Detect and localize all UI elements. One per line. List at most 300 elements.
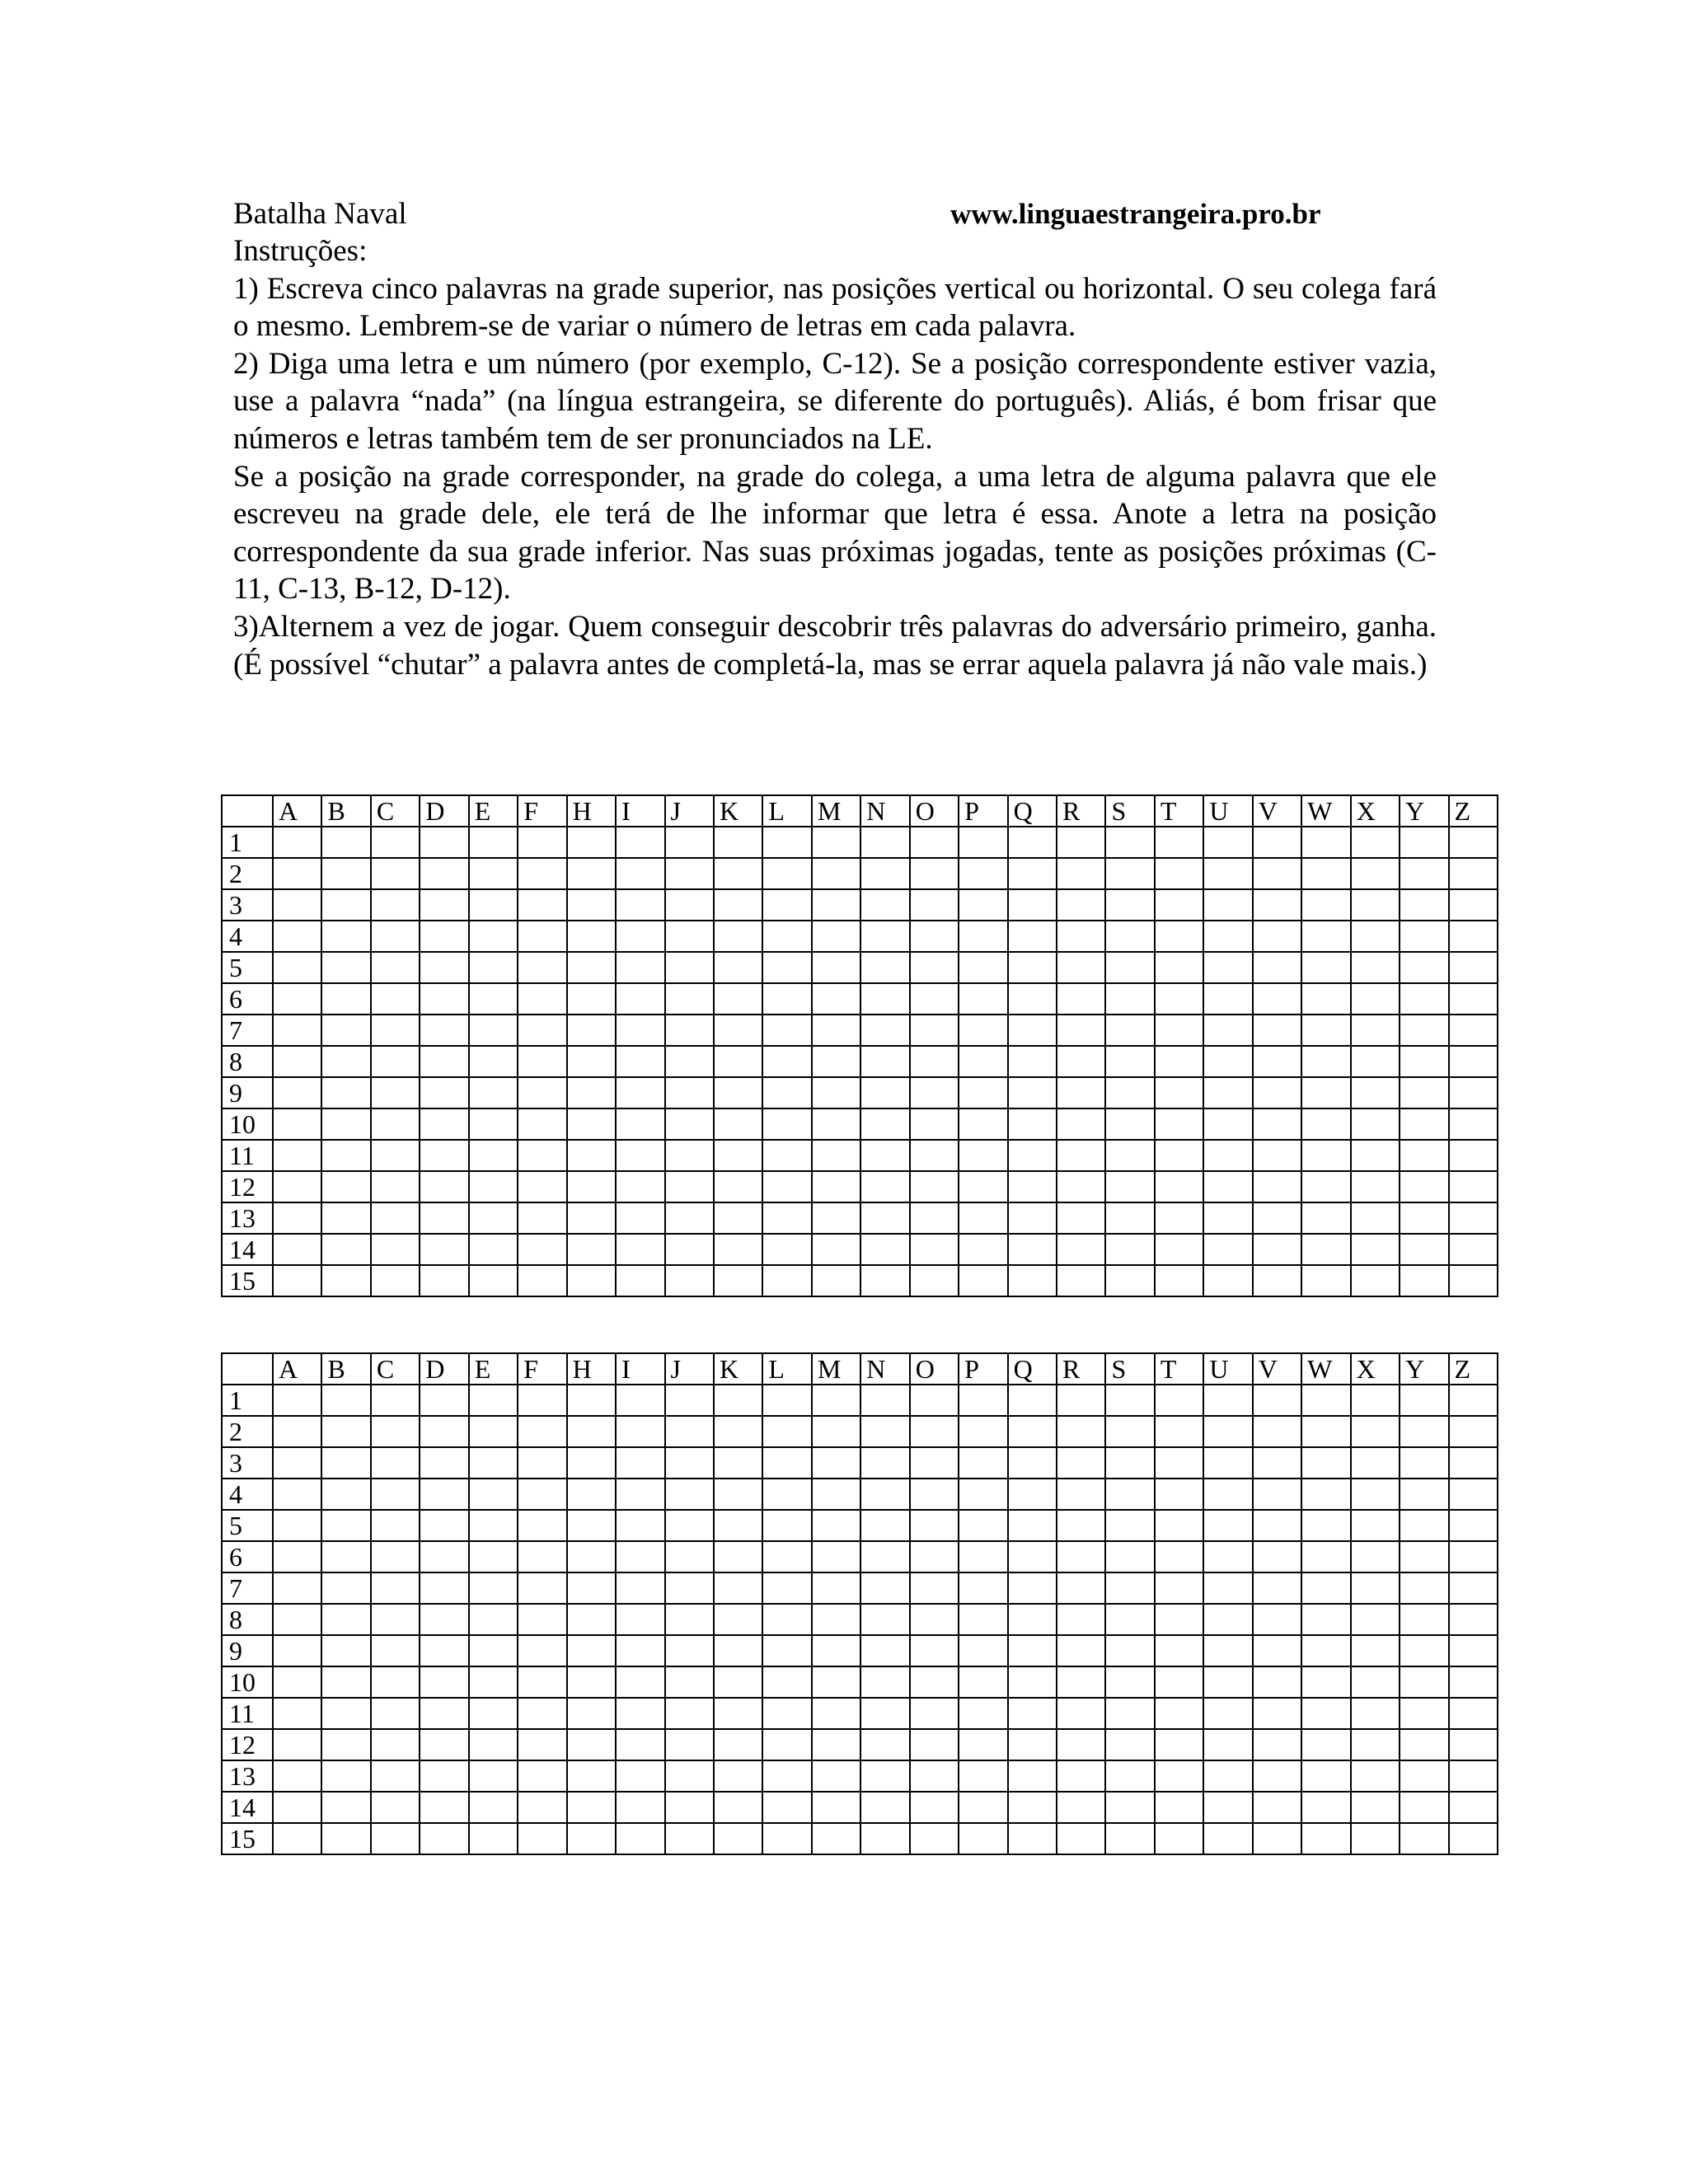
grid-cell[interactable] (1400, 921, 1448, 952)
grid-cell[interactable] (1449, 921, 1498, 952)
grid-cell[interactable] (1253, 889, 1301, 921)
grid-cell[interactable] (1253, 1140, 1301, 1171)
grid-cell[interactable] (321, 1171, 370, 1202)
grid-cell[interactable] (665, 1479, 714, 1510)
grid-cell[interactable] (1253, 1077, 1301, 1108)
grid-cell[interactable] (616, 1234, 664, 1265)
grid-cell[interactable] (762, 1234, 811, 1265)
grid-cell[interactable] (1351, 1265, 1400, 1296)
grid-cell[interactable] (665, 858, 714, 889)
grid-cell[interactable] (469, 827, 518, 858)
grid-cell[interactable] (665, 1385, 714, 1416)
grid-cell[interactable] (910, 1447, 959, 1479)
grid-cell[interactable] (959, 1792, 1007, 1823)
grid-cell[interactable] (860, 1698, 909, 1729)
grid-cell[interactable] (469, 1698, 518, 1729)
grid-cell[interactable] (371, 1823, 420, 1854)
grid-cell[interactable] (273, 1604, 321, 1635)
grid-cell[interactable] (860, 1792, 909, 1823)
grid-cell[interactable] (1008, 1760, 1057, 1792)
grid-cell[interactable] (1400, 889, 1448, 921)
grid-cell[interactable] (1155, 1171, 1203, 1202)
grid-cell[interactable] (616, 1635, 664, 1666)
grid-cell[interactable] (1008, 1510, 1057, 1541)
grid-cell[interactable] (1301, 1635, 1350, 1666)
grid-cell[interactable] (1057, 1604, 1105, 1635)
grid-cell[interactable] (1203, 1171, 1252, 1202)
grid-cell[interactable] (1057, 1077, 1105, 1108)
grid-cell[interactable] (1155, 1510, 1203, 1541)
grid-cell[interactable] (420, 1698, 468, 1729)
grid-cell[interactable] (1155, 1698, 1203, 1729)
grid-cell[interactable] (1008, 1792, 1057, 1823)
grid-cell[interactable] (1203, 858, 1252, 889)
grid-cell[interactable] (1301, 1479, 1350, 1510)
grid-cell[interactable] (959, 1541, 1007, 1572)
grid-cell[interactable] (420, 1666, 468, 1698)
grid-cell[interactable] (812, 1666, 860, 1698)
grid-cell[interactable] (1449, 1604, 1498, 1635)
grid-cell[interactable] (1400, 1108, 1448, 1140)
grid-cell[interactable] (616, 1792, 664, 1823)
grid-cell[interactable] (860, 1416, 909, 1447)
grid-cell[interactable] (1008, 1635, 1057, 1666)
grid-cell[interactable] (1057, 858, 1105, 889)
grid-cell[interactable] (665, 952, 714, 983)
grid-cell[interactable] (762, 1140, 811, 1171)
grid-cell[interactable] (1253, 1416, 1301, 1447)
grid-cell[interactable] (1400, 1666, 1448, 1698)
grid-cell[interactable] (1351, 1416, 1400, 1447)
grid-cell[interactable] (1203, 1140, 1252, 1171)
grid-cell[interactable] (1400, 1046, 1448, 1077)
grid-cell[interactable] (762, 1479, 811, 1510)
grid-cell[interactable] (1449, 889, 1498, 921)
grid-cell[interactable] (567, 1792, 616, 1823)
grid-cell[interactable] (1203, 1510, 1252, 1541)
grid-cell[interactable] (1203, 1046, 1252, 1077)
grid-cell[interactable] (1400, 1698, 1448, 1729)
grid-cell[interactable] (959, 1077, 1007, 1108)
grid-cell[interactable] (567, 1760, 616, 1792)
grid-cell[interactable] (469, 1416, 518, 1447)
grid-cell[interactable] (567, 827, 616, 858)
grid-cell[interactable] (1155, 1604, 1203, 1635)
grid-cell[interactable] (1400, 1416, 1448, 1447)
grid-cell[interactable] (1155, 889, 1203, 921)
grid-cell[interactable] (1105, 921, 1154, 952)
grid-cell[interactable] (1008, 1202, 1057, 1234)
grid-cell[interactable] (518, 921, 566, 952)
grid-cell[interactable] (1253, 1171, 1301, 1202)
grid-cell[interactable] (714, 1823, 762, 1854)
grid-cell[interactable] (1008, 1729, 1057, 1760)
grid-cell[interactable] (567, 1541, 616, 1572)
grid-cell[interactable] (714, 1234, 762, 1265)
grid-cell[interactable] (616, 1416, 664, 1447)
grid-cell[interactable] (959, 1265, 1007, 1296)
grid-cell[interactable] (1155, 1046, 1203, 1077)
grid-cell[interactable] (1155, 1666, 1203, 1698)
grid-cell[interactable] (1253, 1666, 1301, 1698)
grid-cell[interactable] (714, 1792, 762, 1823)
grid-cell[interactable] (714, 1604, 762, 1635)
grid-cell[interactable] (518, 1792, 566, 1823)
grid-cell[interactable] (1351, 1823, 1400, 1854)
grid-cell[interactable] (1449, 858, 1498, 889)
grid-cell[interactable] (1253, 1729, 1301, 1760)
grid-cell[interactable] (1253, 1479, 1301, 1510)
grid-cell[interactable] (616, 1202, 664, 1234)
grid-cell[interactable] (1203, 1729, 1252, 1760)
grid-cell[interactable] (1351, 1635, 1400, 1666)
grid-cell[interactable] (1057, 1760, 1105, 1792)
grid-cell[interactable] (762, 1015, 811, 1046)
grid-cell[interactable] (469, 1015, 518, 1046)
grid-cell[interactable] (910, 827, 959, 858)
grid-cell[interactable] (469, 1729, 518, 1760)
grid-cell[interactable] (665, 1046, 714, 1077)
grid-cell[interactable] (567, 1046, 616, 1077)
grid-cell[interactable] (1400, 1385, 1448, 1416)
grid-cell[interactable] (714, 1541, 762, 1572)
grid-cell[interactable] (420, 1108, 468, 1140)
grid-cell[interactable] (469, 1792, 518, 1823)
grid-cell[interactable] (518, 1604, 566, 1635)
grid-cell[interactable] (1105, 1447, 1154, 1479)
grid-cell[interactable] (812, 1792, 860, 1823)
grid-cell[interactable] (1351, 1604, 1400, 1635)
grid-cell[interactable] (567, 1479, 616, 1510)
grid-cell[interactable] (762, 983, 811, 1015)
grid-cell[interactable] (1057, 1015, 1105, 1046)
grid-cell[interactable] (321, 1666, 370, 1698)
grid-cell[interactable] (812, 1385, 860, 1416)
grid-cell[interactable] (1008, 1015, 1057, 1046)
grid-cell[interactable] (665, 1234, 714, 1265)
grid-cell[interactable] (518, 1510, 566, 1541)
grid-cell[interactable] (469, 1171, 518, 1202)
grid-cell[interactable] (1301, 1572, 1350, 1604)
grid-cell[interactable] (616, 1760, 664, 1792)
grid-cell[interactable] (469, 1604, 518, 1635)
grid-cell[interactable] (1057, 1479, 1105, 1510)
grid-cell[interactable] (1203, 1416, 1252, 1447)
grid-cell[interactable] (665, 1729, 714, 1760)
grid-cell[interactable] (959, 921, 1007, 952)
grid-cell[interactable] (1203, 921, 1252, 952)
grid-cell[interactable] (420, 952, 468, 983)
grid-cell[interactable] (1203, 1604, 1252, 1635)
grid-cell[interactable] (860, 889, 909, 921)
grid-cell[interactable] (1449, 1729, 1498, 1760)
grid-cell[interactable] (616, 1140, 664, 1171)
grid-cell[interactable] (762, 858, 811, 889)
grid-cell[interactable] (321, 1572, 370, 1604)
grid-cell[interactable] (1253, 1447, 1301, 1479)
grid-cell[interactable] (665, 1171, 714, 1202)
grid-cell[interactable] (1057, 1202, 1105, 1234)
grid-cell[interactable] (665, 1604, 714, 1635)
grid-cell[interactable] (762, 1171, 811, 1202)
grid-cell[interactable] (1155, 1541, 1203, 1572)
grid-cell[interactable] (1105, 1604, 1154, 1635)
grid-cell[interactable] (959, 1635, 1007, 1666)
grid-cell[interactable] (1155, 1265, 1203, 1296)
grid-cell[interactable] (1301, 1541, 1350, 1572)
grid-cell[interactable] (273, 983, 321, 1015)
grid-cell[interactable] (860, 1729, 909, 1760)
grid-cell[interactable] (1057, 1140, 1105, 1171)
grid-cell[interactable] (1301, 1666, 1350, 1698)
grid-cell[interactable] (762, 1698, 811, 1729)
grid-cell[interactable] (518, 1108, 566, 1140)
grid-cell[interactable] (1105, 889, 1154, 921)
grid-cell[interactable] (469, 1635, 518, 1666)
grid-cell[interactable] (762, 1265, 811, 1296)
grid-cell[interactable] (567, 1698, 616, 1729)
grid-cell[interactable] (1351, 952, 1400, 983)
grid-cell[interactable] (1203, 1823, 1252, 1854)
grid-cell[interactable] (714, 983, 762, 1015)
grid-cell[interactable] (762, 1572, 811, 1604)
grid-cell[interactable] (616, 1666, 664, 1698)
grid-cell[interactable] (1057, 921, 1105, 952)
grid-cell[interactable] (321, 1202, 370, 1234)
grid-cell[interactable] (762, 921, 811, 952)
grid-cell[interactable] (1057, 1729, 1105, 1760)
grid-cell[interactable] (1155, 1635, 1203, 1666)
grid-cell[interactable] (1155, 1760, 1203, 1792)
grid-cell[interactable] (1008, 1077, 1057, 1108)
grid-cell[interactable] (518, 1234, 566, 1265)
grid-cell[interactable] (1400, 1015, 1448, 1046)
grid-cell[interactable] (1057, 827, 1105, 858)
grid-cell[interactable] (616, 889, 664, 921)
grid-cell[interactable] (1105, 1077, 1154, 1108)
grid-cell[interactable] (959, 1479, 1007, 1510)
grid-cell[interactable] (1301, 1698, 1350, 1729)
grid-cell[interactable] (1351, 1760, 1400, 1792)
grid-cell[interactable] (616, 1108, 664, 1140)
grid-cell[interactable] (321, 1823, 370, 1854)
grid-cell[interactable] (910, 1479, 959, 1510)
grid-cell[interactable] (1449, 827, 1498, 858)
grid-cell[interactable] (1203, 983, 1252, 1015)
grid-cell[interactable] (665, 1015, 714, 1046)
grid-cell[interactable] (616, 858, 664, 889)
grid-cell[interactable] (1253, 1604, 1301, 1635)
grid-cell[interactable] (1449, 1202, 1498, 1234)
grid-cell[interactable] (1351, 1479, 1400, 1510)
grid-cell[interactable] (273, 1479, 321, 1510)
grid-cell[interactable] (273, 1447, 321, 1479)
grid-cell[interactable] (910, 1666, 959, 1698)
grid-cell[interactable] (1155, 1202, 1203, 1234)
grid-cell[interactable] (1057, 1046, 1105, 1077)
grid-cell[interactable] (1057, 1666, 1105, 1698)
grid-cell[interactable] (1057, 1698, 1105, 1729)
grid-cell[interactable] (567, 1108, 616, 1140)
grid-cell[interactable] (1105, 1792, 1154, 1823)
grid-cell[interactable] (1449, 1541, 1498, 1572)
grid-cell[interactable] (1351, 1666, 1400, 1698)
grid-cell[interactable] (567, 1077, 616, 1108)
grid-cell[interactable] (518, 1760, 566, 1792)
grid-cell[interactable] (321, 952, 370, 983)
grid-cell[interactable] (1105, 1823, 1154, 1854)
grid-cell[interactable] (469, 1572, 518, 1604)
grid-cell[interactable] (1449, 1171, 1498, 1202)
grid-cell[interactable] (1301, 827, 1350, 858)
grid-cell[interactable] (1400, 827, 1448, 858)
grid-cell[interactable] (1008, 1823, 1057, 1854)
grid-cell[interactable] (910, 1416, 959, 1447)
grid-cell[interactable] (1301, 1077, 1350, 1108)
grid-cell[interactable] (959, 1202, 1007, 1234)
grid-cell[interactable] (714, 952, 762, 983)
grid-cell[interactable] (1203, 952, 1252, 983)
grid-cell[interactable] (321, 1760, 370, 1792)
grid-cell[interactable] (812, 1760, 860, 1792)
grid-cell[interactable] (1155, 1234, 1203, 1265)
grid-cell[interactable] (1301, 1792, 1350, 1823)
grid-cell[interactable] (714, 1572, 762, 1604)
grid-cell[interactable] (860, 1140, 909, 1171)
grid-cell[interactable] (1301, 983, 1350, 1015)
grid-cell[interactable] (910, 1510, 959, 1541)
grid-cell[interactable] (1449, 1823, 1498, 1854)
grid-cell[interactable] (1351, 921, 1400, 952)
grid-cell[interactable] (567, 1604, 616, 1635)
grid-cell[interactable] (714, 921, 762, 952)
grid-cell[interactable] (321, 1385, 370, 1416)
grid-cell[interactable] (1105, 1046, 1154, 1077)
grid-cell[interactable] (910, 1385, 959, 1416)
grid-cell[interactable] (1400, 1729, 1448, 1760)
grid-cell[interactable] (616, 983, 664, 1015)
grid-cell[interactable] (1105, 1234, 1154, 1265)
grid-cell[interactable] (860, 1760, 909, 1792)
grid-cell[interactable] (1203, 1447, 1252, 1479)
grid-cell[interactable] (1155, 1572, 1203, 1604)
grid-cell[interactable] (371, 1265, 420, 1296)
grid-cell[interactable] (518, 1635, 566, 1666)
grid-cell[interactable] (321, 1698, 370, 1729)
grid-cell[interactable] (812, 1604, 860, 1635)
grid-cell[interactable] (273, 1140, 321, 1171)
grid-cell[interactable] (1351, 827, 1400, 858)
grid-cell[interactable] (1203, 1265, 1252, 1296)
grid-cell[interactable] (959, 1385, 1007, 1416)
grid-cell[interactable] (1449, 1046, 1498, 1077)
grid-cell[interactable] (518, 858, 566, 889)
grid-cell[interactable] (469, 1385, 518, 1416)
grid-cell[interactable] (469, 983, 518, 1015)
grid-cell[interactable] (959, 1046, 1007, 1077)
grid-cell[interactable] (1203, 1077, 1252, 1108)
grid-cell[interactable] (1301, 1234, 1350, 1265)
grid-cell[interactable] (1203, 1234, 1252, 1265)
grid-cell[interactable] (812, 1046, 860, 1077)
grid-cell[interactable] (567, 858, 616, 889)
grid-cell[interactable] (1351, 1046, 1400, 1077)
grid-cell[interactable] (420, 1572, 468, 1604)
grid-cell[interactable] (273, 1108, 321, 1140)
grid-cell[interactable] (1008, 827, 1057, 858)
grid-cell[interactable] (665, 1510, 714, 1541)
grid-cell[interactable] (1253, 952, 1301, 983)
grid-cell[interactable] (273, 1015, 321, 1046)
grid-cell[interactable] (273, 1729, 321, 1760)
grid-cell[interactable] (371, 1140, 420, 1171)
grid-cell[interactable] (420, 1046, 468, 1077)
grid-cell[interactable] (567, 1234, 616, 1265)
grid-cell[interactable] (273, 1541, 321, 1572)
grid-cell[interactable] (1253, 1385, 1301, 1416)
grid-cell[interactable] (1105, 1729, 1154, 1760)
grid-cell[interactable] (1449, 1760, 1498, 1792)
grid-cell[interactable] (665, 1792, 714, 1823)
grid-cell[interactable] (321, 1447, 370, 1479)
grid-cell[interactable] (1449, 1108, 1498, 1140)
grid-cell[interactable] (1253, 1572, 1301, 1604)
grid-cell[interactable] (273, 1510, 321, 1541)
grid-cell[interactable] (812, 1108, 860, 1140)
grid-cell[interactable] (420, 1729, 468, 1760)
grid-cell[interactable] (616, 1046, 664, 1077)
grid-cell[interactable] (321, 1234, 370, 1265)
grid-cell[interactable] (518, 1666, 566, 1698)
grid-cell[interactable] (1155, 827, 1203, 858)
grid-cell[interactable] (1400, 952, 1448, 983)
grid-cell[interactable] (1253, 1265, 1301, 1296)
grid-cell[interactable] (273, 1171, 321, 1202)
grid-cell[interactable] (1351, 1698, 1400, 1729)
grid-cell[interactable] (616, 1729, 664, 1760)
grid-cell[interactable] (1155, 1729, 1203, 1760)
grid-cell[interactable] (860, 1541, 909, 1572)
grid-cell[interactable] (273, 952, 321, 983)
grid-cell[interactable] (1057, 1823, 1105, 1854)
grid-cell[interactable] (1253, 1108, 1301, 1140)
grid-cell[interactable] (1105, 983, 1154, 1015)
grid-cell[interactable] (567, 1140, 616, 1171)
grid-cell[interactable] (371, 1108, 420, 1140)
grid-cell[interactable] (1155, 952, 1203, 983)
grid-cell[interactable] (1400, 1823, 1448, 1854)
grid-cell[interactable] (959, 1234, 1007, 1265)
grid-cell[interactable] (665, 1666, 714, 1698)
grid-cell[interactable] (860, 858, 909, 889)
grid-cell[interactable] (1105, 827, 1154, 858)
grid-cell[interactable] (910, 889, 959, 921)
grid-cell[interactable] (1449, 1385, 1498, 1416)
grid-cell[interactable] (714, 858, 762, 889)
grid-cell[interactable] (420, 1635, 468, 1666)
grid-cell[interactable] (1008, 889, 1057, 921)
grid-cell[interactable] (567, 1202, 616, 1234)
grid-cell[interactable] (910, 1823, 959, 1854)
grid-cell[interactable] (469, 1077, 518, 1108)
grid-cell[interactable] (812, 1171, 860, 1202)
grid-cell[interactable] (420, 1202, 468, 1234)
grid-cell[interactable] (1253, 983, 1301, 1015)
grid-cell[interactable] (1155, 1077, 1203, 1108)
grid-cell[interactable] (1449, 952, 1498, 983)
grid-cell[interactable] (420, 1234, 468, 1265)
grid-cell[interactable] (714, 1265, 762, 1296)
